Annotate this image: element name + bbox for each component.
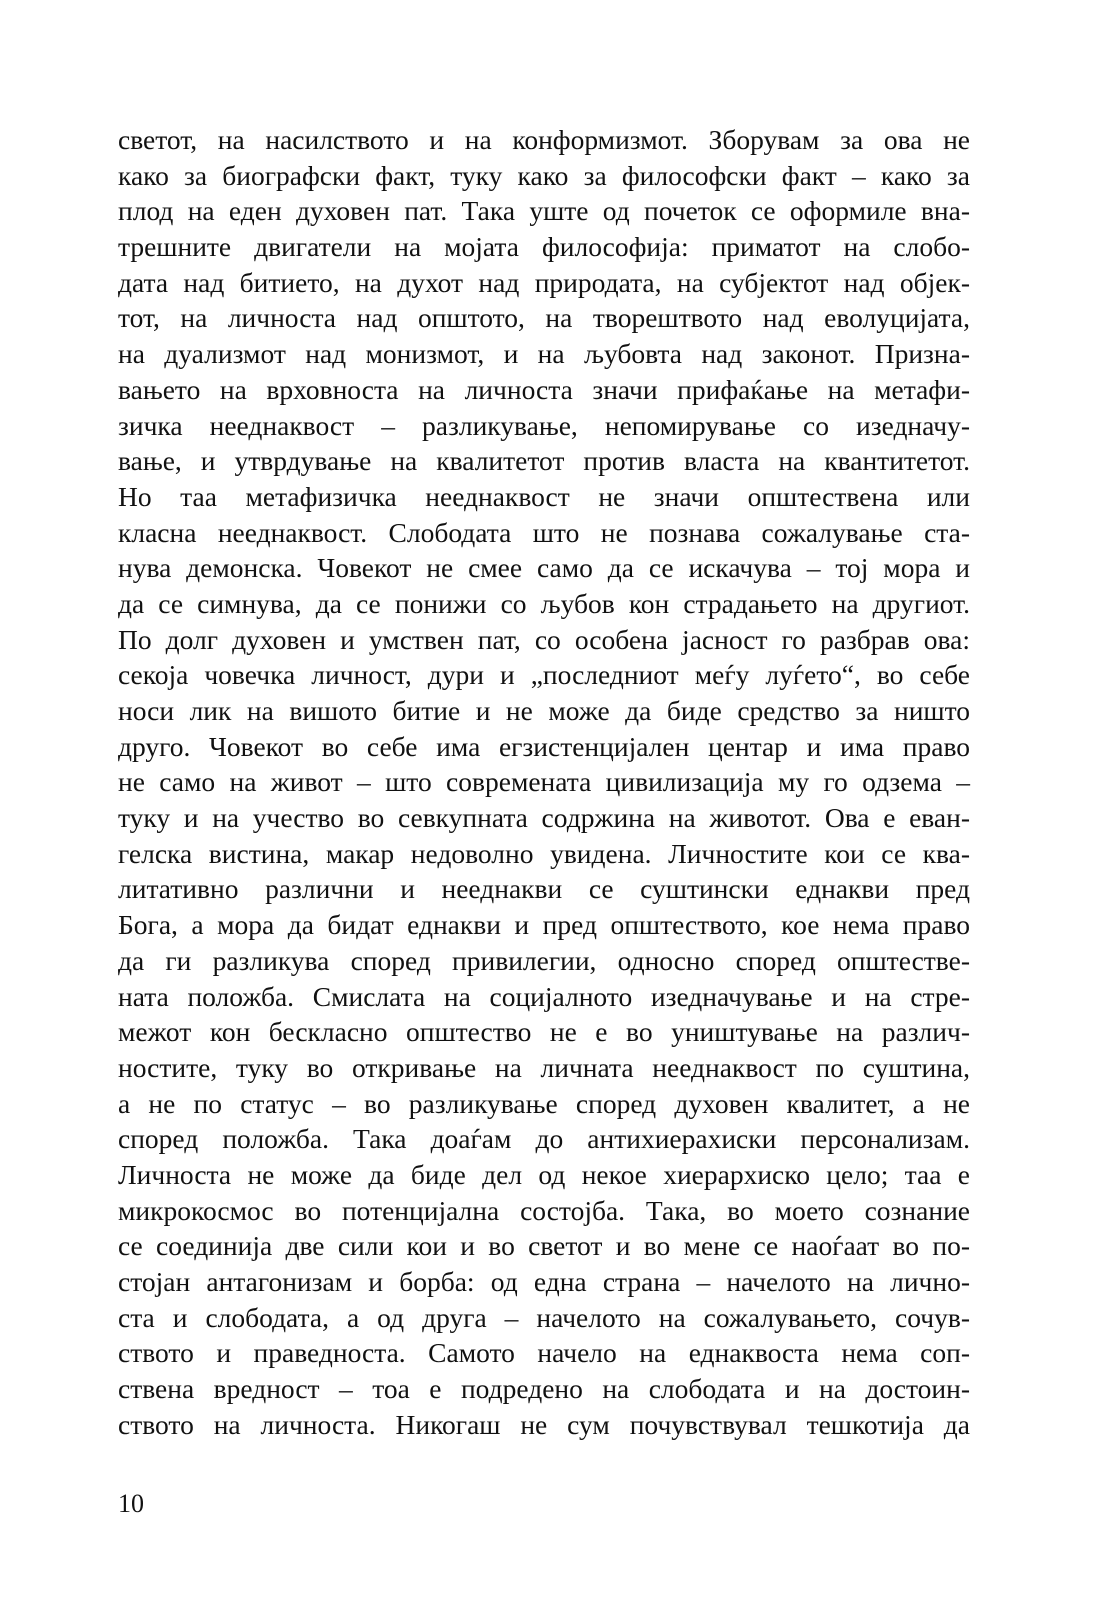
text-line: межот кон бескласно општество не е во уништување на различ-	[118, 1016, 970, 1048]
body-text	[118, 122, 970, 1442]
text-line: носи лик на вишото битие и не може да биде средство за ништо	[118, 695, 970, 726]
text-line: литативно различни и нееднакви се суштински еднакви пред	[118, 873, 970, 905]
text-line: друго. Човекот во себе има егзистенцијален центар и има право	[118, 730, 970, 762]
text-line: да ги разликува според привилегии, односно според општестве-	[118, 944, 970, 976]
text-line: ната положба. Смислата на социјалното изедначување и на стре-	[118, 980, 970, 1012]
text-line: По долг духовен и умствен пат, со особена јасност го разбрав ова:	[118, 623, 970, 655]
text-line: Но таа метафизичка нееднаквост не значи општествена или	[118, 480, 970, 512]
text-line: дата над битието, на духот над природата, на субјектот над објек-	[118, 266, 970, 298]
text-line: не само на живот – што современата цивилизација му го одзема –	[118, 766, 970, 798]
text-line: според положба. Така доаѓам до антихиерахиски персонализам.	[118, 1123, 970, 1155]
text-line: трешните двигатели на мојата философија: приматот на слобо-	[118, 231, 970, 263]
text-line: плод на еден духовен пат. Така уште од почеток се оформиле вна-	[118, 195, 970, 227]
text-line: секоја човечка личност, дури и „последниот меѓу луѓето“, во себе	[118, 659, 970, 691]
text-line: ствена вредност – тоа е подредено на слободата и на достоин-	[118, 1373, 970, 1405]
text-line: микрокосмос во потенцијална состојба. Така, во моето сознание	[118, 1194, 970, 1226]
text-line: се соединија две сили кои и во светот и во мене се наоѓаат во по-	[118, 1230, 970, 1262]
text-line: зичка нееднаквост – разликување, непомирување со изедначу-	[118, 409, 970, 441]
text-line: ностите, туку во откривање на личната нееднаквост по суштина,	[118, 1051, 970, 1083]
text-line: вањето на врховноста на личноста значи прифаќање на метафи-	[118, 373, 970, 405]
text-line: Личноста не може да биде дел од некое хиерархиско цело; таа е	[118, 1158, 970, 1190]
page-number: 10	[118, 1489, 144, 1518]
text-line: ството на личноста. Никогаш не сум почувствувал тешкотија да	[118, 1408, 970, 1440]
text-line: ста и слободата, а од друга – начелото на сожалувањето, сочув-	[118, 1301, 970, 1333]
text-line: нува демонска. Човекот не смее само да се искачува – тој мора и	[118, 552, 970, 584]
text-line: а не по статус – во разликување според духовен квалитет, а не	[118, 1087, 970, 1119]
text-line: Бога, а мора да бидат еднакви и пред општеството, кое нема право	[118, 909, 970, 941]
text-line: да се симнува, да се понижи со љубов кон страдањето на другиот.	[118, 587, 970, 619]
text-line: ството и праведноста. Самото начело на еднаквоста нема соп-	[118, 1337, 970, 1369]
text-line: светот, на насилството и на конформизмот. Зборувам за ова не	[118, 124, 970, 155]
text-line: туку и на учество во севкупната содржина на животот. Ова е еван-	[118, 802, 970, 834]
text-line: класна нееднаквост. Слободата што не познава сожалување ста-	[118, 516, 970, 548]
text-line: тот, на личноста над општото, на творештвото над еволуцијата,	[118, 302, 970, 334]
text-line: на дуализмот над монизмот, и на љубовта над законот. Призна-	[118, 338, 970, 370]
text-line: како за биографски факт, туку како за философски факт – како за	[118, 159, 970, 191]
text-line: вање, и утврдување на квалитетот против власта на квантитетот.	[118, 445, 970, 477]
text-line: гелска вистина, макар недоволно увидена. Личностите кои се ква-	[118, 837, 970, 869]
text-line: стојан антагонизам и борба: од една страна – начелото на лично-	[118, 1266, 970, 1297]
